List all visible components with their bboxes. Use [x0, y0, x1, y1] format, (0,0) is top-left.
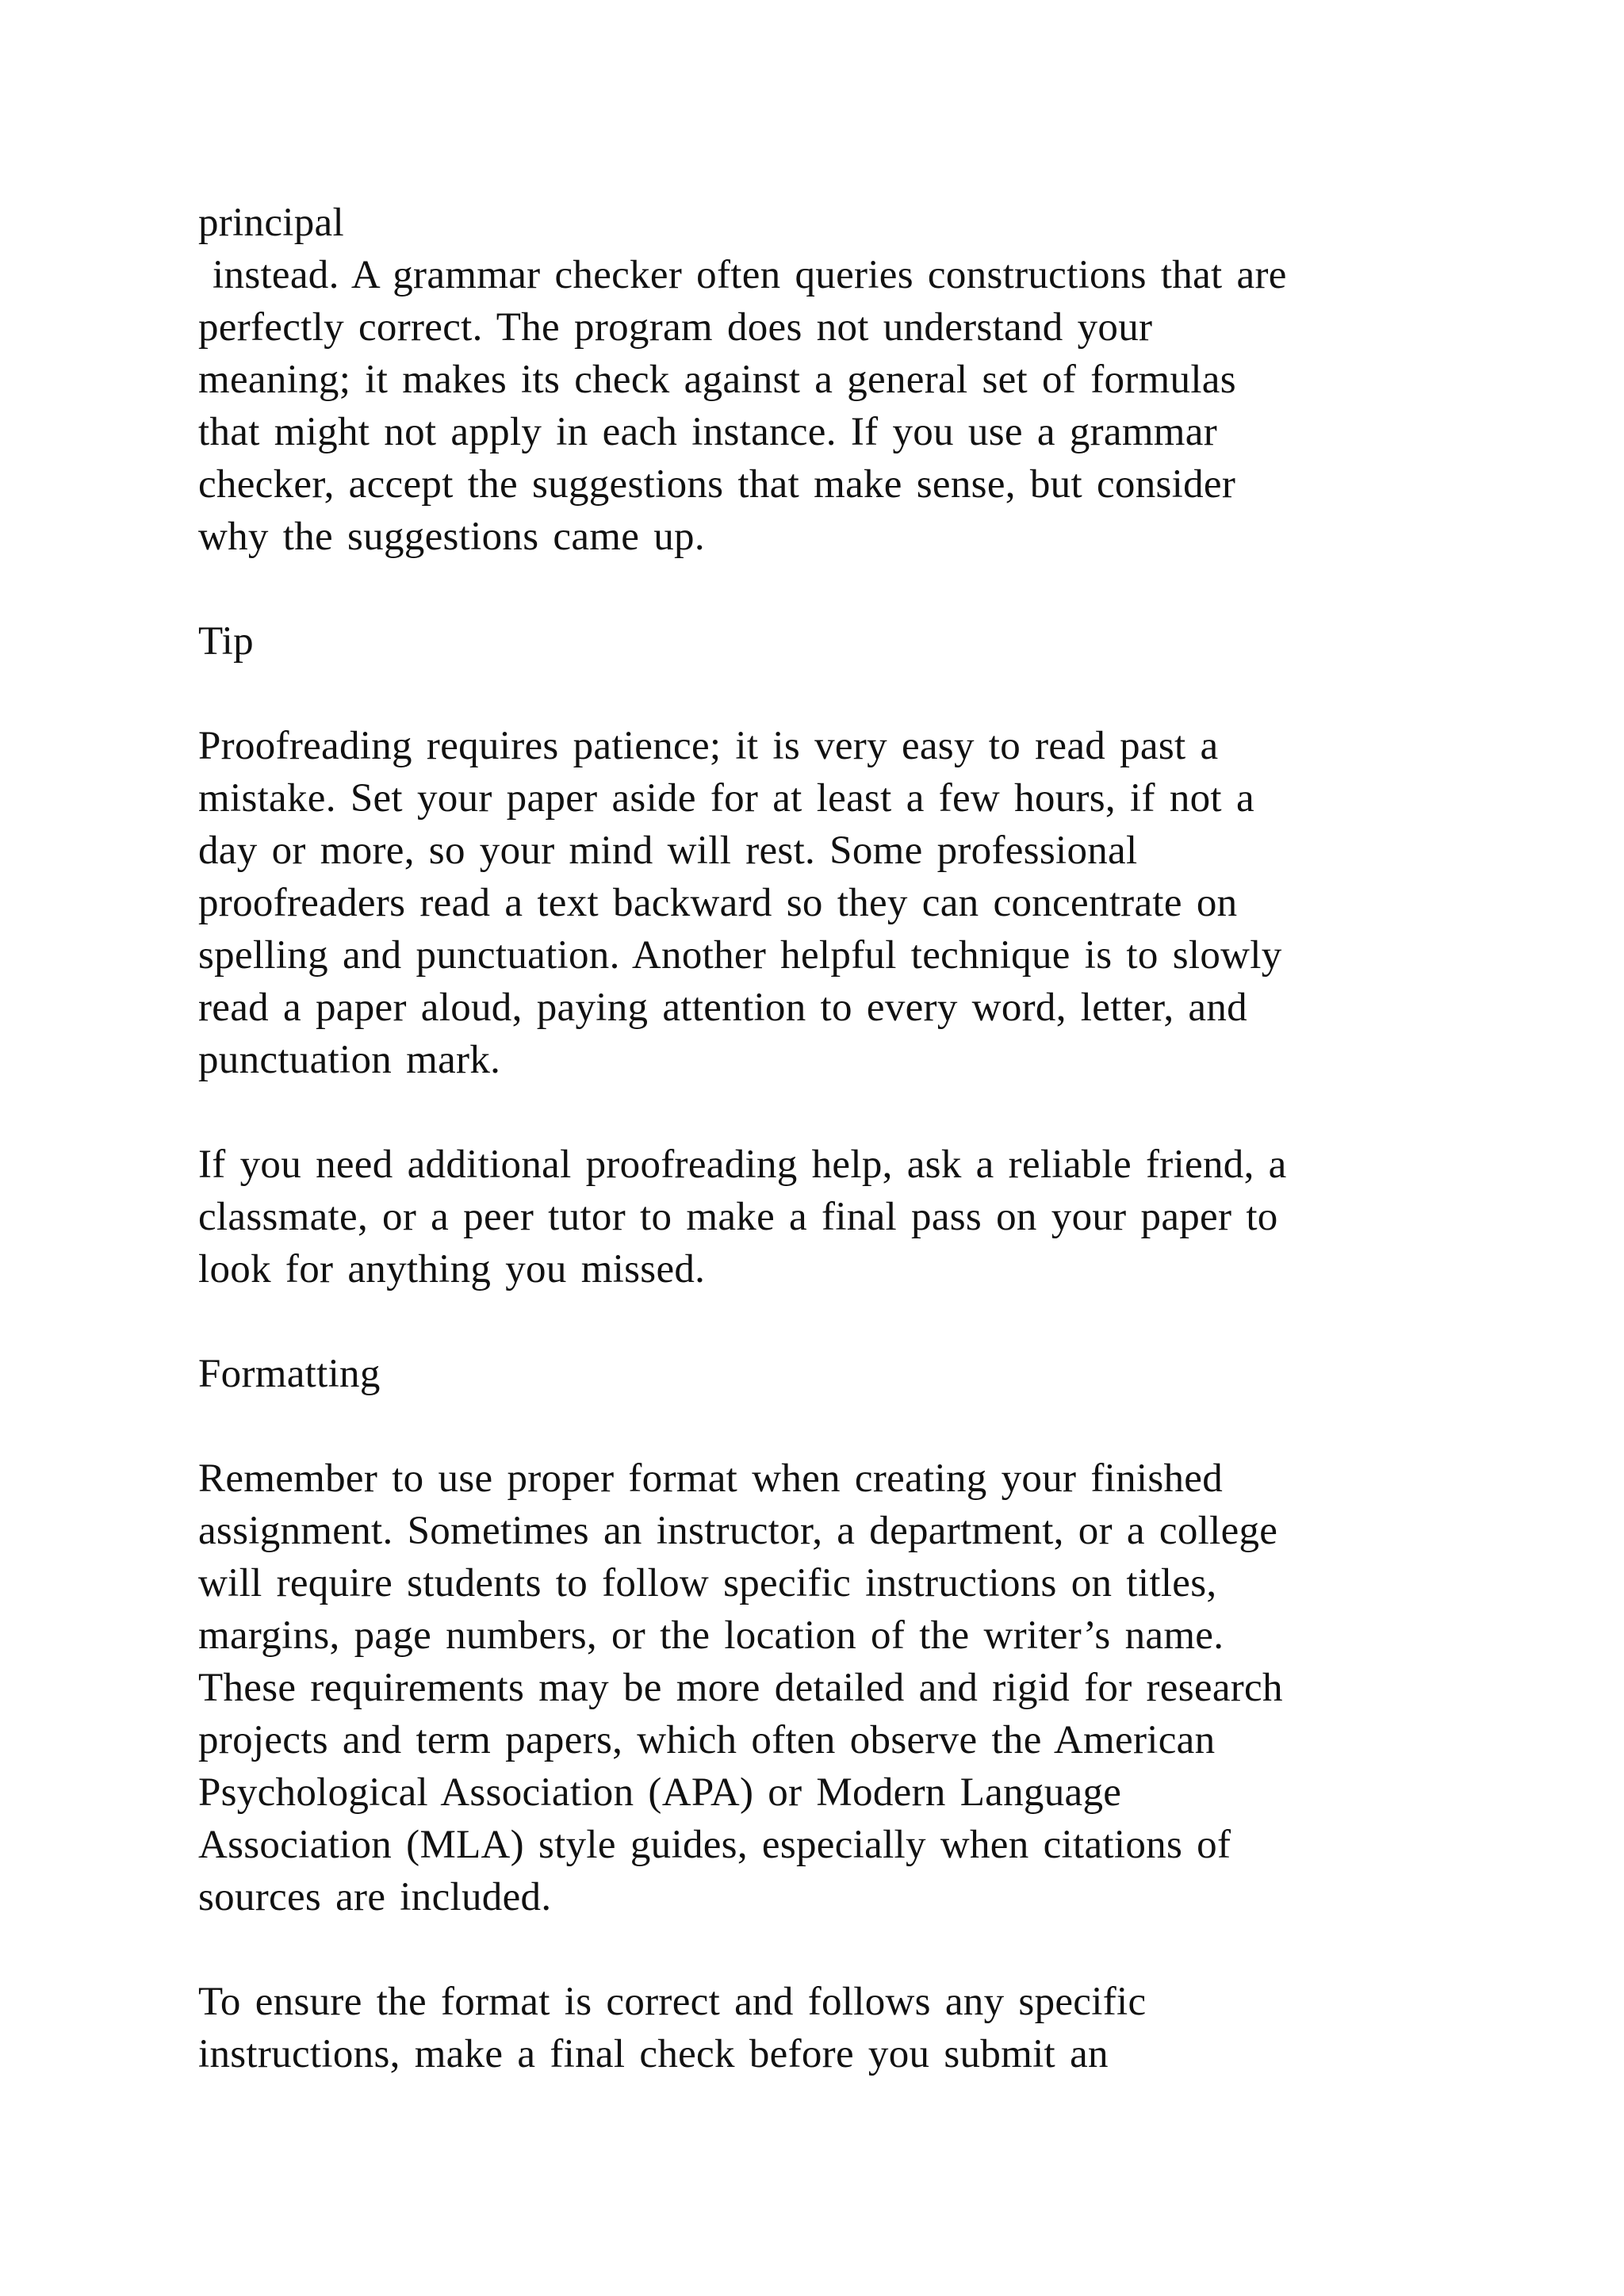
text-line: margins, page numbers, or the location of the writer’s name.: [198, 1613, 1224, 1658]
paragraph-gap: [198, 563, 1499, 615]
tip-heading: Tip: [198, 619, 254, 664]
text-line: spelling and punctuation. Another helpful technique is to slowly: [198, 933, 1282, 978]
text-line: punctuation mark.: [198, 1038, 501, 1082]
text-line: day or more, so your mind will rest. Some professional: [198, 828, 1138, 873]
paragraph-gap: [198, 1295, 1499, 1348]
text-line: Association (MLA) style guides, especially when citations of: [198, 1823, 1231, 1867]
text-line: projects and term papers, which often observe the American: [198, 1718, 1216, 1762]
text-line: perfectly correct. The program does not understand your: [198, 305, 1153, 350]
text-line: If you need additional proofreading help, ask a reliable friend, a: [198, 1142, 1287, 1187]
paragraph-gap: [198, 1400, 1499, 1452]
text-line: proofreaders read a text backward so they can concentrate on: [198, 881, 1238, 925]
formatting-heading: Formatting: [198, 1352, 381, 1396]
text-line: instead. A grammar checker often queries constructions that are: [198, 253, 1287, 297]
text-line: classmate, or a peer tutor to make a final pass on your paper to: [198, 1195, 1278, 1239]
text-line: checker, accept the suggestions that make sense, but consider: [198, 462, 1236, 507]
text-line: principal: [198, 201, 344, 245]
text-line: Proofreading requires patience; it is very easy to read past a: [198, 724, 1219, 768]
paragraph-format: [198, 1452, 1499, 1923]
paragraph-gap: [198, 1086, 1499, 1138]
paragraph-additional-help: [198, 1138, 1499, 1295]
text-line: To ensure the format is correct and follows any specific: [198, 1980, 1147, 2024]
paragraph-gap: [198, 1923, 1499, 1976]
text-line: sources are included.: [198, 1875, 552, 1919]
text-line: Remember to use proper format when creating your finished: [198, 1456, 1224, 1501]
paragraph-proofreading: [198, 720, 1499, 1086]
document-body: [198, 197, 1499, 2080]
text-line: why the suggestions came up.: [198, 515, 705, 559]
paragraph-gap: [198, 668, 1499, 720]
text-line: Psychological Association (APA) or Modern Language: [198, 1770, 1122, 1815]
text-line: that might not apply in each instance. If you use a grammar: [198, 410, 1217, 454]
text-line: instructions, make a final check before you submit an: [198, 2032, 1109, 2076]
text-line: These requirements may be more detailed and rigid for research: [198, 1666, 1283, 1710]
text-line: meaning; it makes its check against a general set of formulas: [198, 358, 1236, 402]
text-line: assignment. Sometimes an instructor, a department, or a college: [198, 1509, 1278, 1553]
text-line: look for anything you missed.: [198, 1247, 706, 1292]
paragraph-final-check: [198, 1976, 1499, 2080]
text-line: will require students to follow specific instructions on titles,: [198, 1561, 1217, 1605]
paragraph-grammar-checker: [198, 197, 1499, 563]
text-line: mistake. Set your paper aside for at least a few hours, if not a: [198, 776, 1254, 821]
text-line: read a paper aloud, paying attention to every word, letter, and: [198, 985, 1247, 1030]
